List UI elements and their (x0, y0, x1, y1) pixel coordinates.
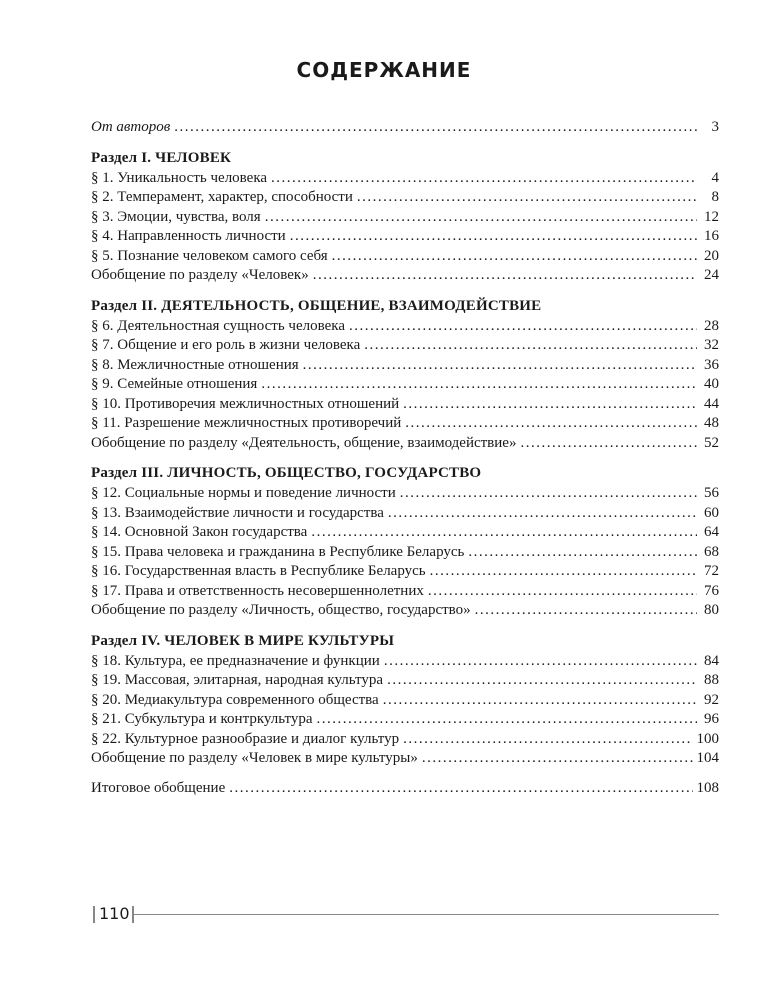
toc-entry-summary (91, 434, 719, 454)
toc-entry-text: § 18. Культура, ее предназначение и функции (91, 652, 380, 669)
dot-leader (290, 227, 697, 247)
toc-entry-page: 68 (704, 543, 719, 560)
toc-entry-text: § 1. Уникальность человека (91, 169, 268, 186)
toc-entry-text: § 12. Социальные нормы и поведение личности (91, 485, 396, 501)
toc-entry-text: § 9. Семейные отношения (91, 376, 258, 392)
toc-entry-page: 24 (704, 267, 719, 283)
toc-section-1 (91, 148, 719, 286)
toc-entry-page: 60 (704, 504, 719, 521)
dot-leader (313, 266, 697, 286)
table-of-contents (91, 118, 719, 798)
dot-leader (475, 601, 697, 621)
toc-entry (91, 208, 719, 228)
toc-entry-text: Обобщение по разделу «Человек в мире культуры» (91, 750, 418, 766)
toc-entry-page: 8 (711, 189, 719, 205)
toc-entry-summary (91, 601, 719, 621)
toc-entry-text: Итоговое обобщение (91, 779, 226, 796)
dot-leader (405, 414, 697, 434)
toc-entry-text: § 17. Права и ответственность несовершеннолетних (91, 582, 424, 599)
toc-entry-text: § 5. Познание человеком самого себя (91, 247, 328, 264)
dot-leader (174, 118, 697, 138)
toc-entry (91, 652, 719, 672)
toc-entry-page: 44 (704, 395, 719, 412)
dot-leader (317, 710, 697, 730)
toc-entry (91, 336, 719, 356)
toc-entry (91, 247, 719, 267)
toc-entry (91, 375, 719, 395)
toc-entry-text: § 3. Эмоции, чувства, воля (91, 208, 261, 225)
toc-entry-text: Обобщение по разделу «Личность, общество, государство» (91, 602, 471, 618)
toc-entry-page: 36 (704, 356, 719, 373)
toc-entry-text: § 6. Деятельностная сущность человека (91, 317, 345, 334)
toc-entry (91, 317, 719, 337)
toc-entry-text: § 21. Субкультура и контркультура (91, 711, 313, 727)
toc-entry-final (91, 779, 719, 799)
dot-leader (364, 336, 697, 356)
section-title: Раздел IV. ЧЕЛОВЕК В МИРЕ КУЛЬТУРЫ (91, 632, 395, 649)
toc-entry-page: 100 (696, 730, 719, 747)
page-title: СОДЕРЖАНИЕ (296, 58, 472, 82)
section-title: Раздел II. ДЕЯТЕЛЬНОСТЬ, ОБЩЕНИЕ, ВЗАИМОДЕЙСТВИЕ (91, 297, 542, 314)
section-title: Раздел I. ЧЕЛОВЕК (91, 149, 232, 166)
toc-entry-text: § 15. Права человека и гражданина в Республике Беларусь (91, 543, 465, 560)
toc-entry (91, 523, 719, 543)
toc-entry-text: Обобщение по разделу «Деятельность, общение, взаимодействие» (91, 434, 517, 451)
toc-entry (91, 227, 719, 247)
toc-entry-page: 104 (696, 750, 719, 766)
toc-entry-summary (91, 266, 719, 286)
dot-leader (387, 671, 697, 691)
dot-leader (520, 434, 697, 454)
toc-section-3 (91, 463, 719, 621)
dot-leader (349, 317, 697, 337)
dot-leader (400, 484, 697, 504)
toc-entry (91, 188, 719, 208)
dot-leader (403, 395, 697, 415)
toc-entry-text: § 11. Разрешение межличностных противоречий (91, 415, 402, 431)
toc-entry (91, 414, 719, 434)
toc-entry-page: 80 (704, 602, 719, 618)
toc-entry-text: § 13. Взаимодействие личности и государства (91, 504, 384, 521)
toc-entry (91, 691, 719, 711)
toc-entry-text: § 10. Противоречия межличностных отношений (91, 395, 400, 412)
toc-entry-text: § 4. Направленность личности (91, 228, 286, 244)
toc-entry-page: 12 (704, 208, 719, 225)
toc-section-2 (91, 296, 719, 454)
toc-entry-page: 48 (704, 415, 719, 431)
dot-leader (428, 582, 697, 602)
page-footer (93, 903, 719, 925)
toc-entry-intro (91, 118, 719, 138)
toc-entry (91, 582, 719, 602)
toc-entry-text: § 8. Межличностные отношения (91, 356, 299, 373)
dot-leader (430, 562, 697, 582)
dot-leader (357, 188, 697, 208)
toc-entry-page: 84 (704, 652, 719, 669)
toc-entry-page: 52 (704, 434, 719, 451)
toc-entry-page: 3 (711, 119, 719, 135)
toc-entry (91, 484, 719, 504)
toc-entry-page: 16 (704, 228, 719, 244)
toc-entry-text: § 22. Культурное разнообразие и диалог культур (91, 730, 400, 747)
toc-entry-text: § 19. Массовая, элитарная, народная культура (91, 672, 384, 688)
toc-entry-text: § 16. Государственная власть в Республике Беларусь (91, 563, 426, 579)
toc-entry-text: От авторов (91, 119, 171, 135)
toc-entry-page: 28 (704, 317, 719, 334)
dot-leader (422, 749, 693, 769)
toc-entry-page: 72 (704, 563, 719, 579)
toc-entry (91, 395, 719, 415)
dot-leader (229, 779, 692, 799)
footer-rule (134, 914, 719, 915)
toc-entry-page: 96 (704, 711, 719, 727)
toc-entry-page: 32 (704, 337, 719, 353)
toc-entry-page: 64 (704, 524, 719, 540)
toc-entry-text: Обобщение по разделу «Человек» (91, 267, 309, 283)
dot-leader (332, 247, 697, 267)
toc-entry-text: § 2. Темперамент, характер, способности (91, 189, 353, 205)
toc-entry (91, 710, 719, 730)
toc-entry (91, 671, 719, 691)
dot-leader (403, 730, 692, 750)
dot-leader (468, 543, 697, 563)
toc-entry-text: § 14. Основной Закон государства (91, 524, 308, 540)
page-number: 110 (99, 904, 130, 923)
toc-entry-page: 56 (704, 485, 719, 501)
toc-entry (91, 543, 719, 563)
dot-leader (303, 356, 697, 376)
dot-leader (388, 504, 697, 524)
dot-leader (265, 208, 697, 228)
dot-leader (383, 691, 697, 711)
toc-entry (91, 504, 719, 524)
toc-entry-page: 76 (704, 582, 719, 599)
dot-leader (384, 652, 697, 672)
section-title: Раздел III. ЛИЧНОСТЬ, ОБЩЕСТВО, ГОСУДАРСТВО (91, 465, 482, 481)
footer-bar-left (93, 906, 95, 923)
toc-entry-page: 108 (696, 779, 719, 796)
toc-entry-page: 20 (704, 247, 719, 264)
toc-entry-page: 4 (711, 169, 719, 186)
toc-entry-text: § 20. Медиакультура современного общества (91, 691, 379, 708)
toc-entry (91, 169, 719, 189)
toc-entry (91, 356, 719, 376)
toc-entry-page: 40 (704, 376, 719, 392)
toc-entry-text: § 7. Общение и его роль в жизни человека (91, 337, 361, 353)
toc-entry-page: 92 (704, 691, 719, 708)
dot-leader (261, 375, 697, 395)
dot-leader (271, 169, 697, 189)
toc-entry (91, 730, 719, 750)
toc-entry (91, 562, 719, 582)
toc-section-4 (91, 631, 719, 769)
toc-entry-page: 88 (704, 672, 719, 688)
dot-leader (311, 523, 697, 543)
toc-entry-summary (91, 749, 719, 769)
